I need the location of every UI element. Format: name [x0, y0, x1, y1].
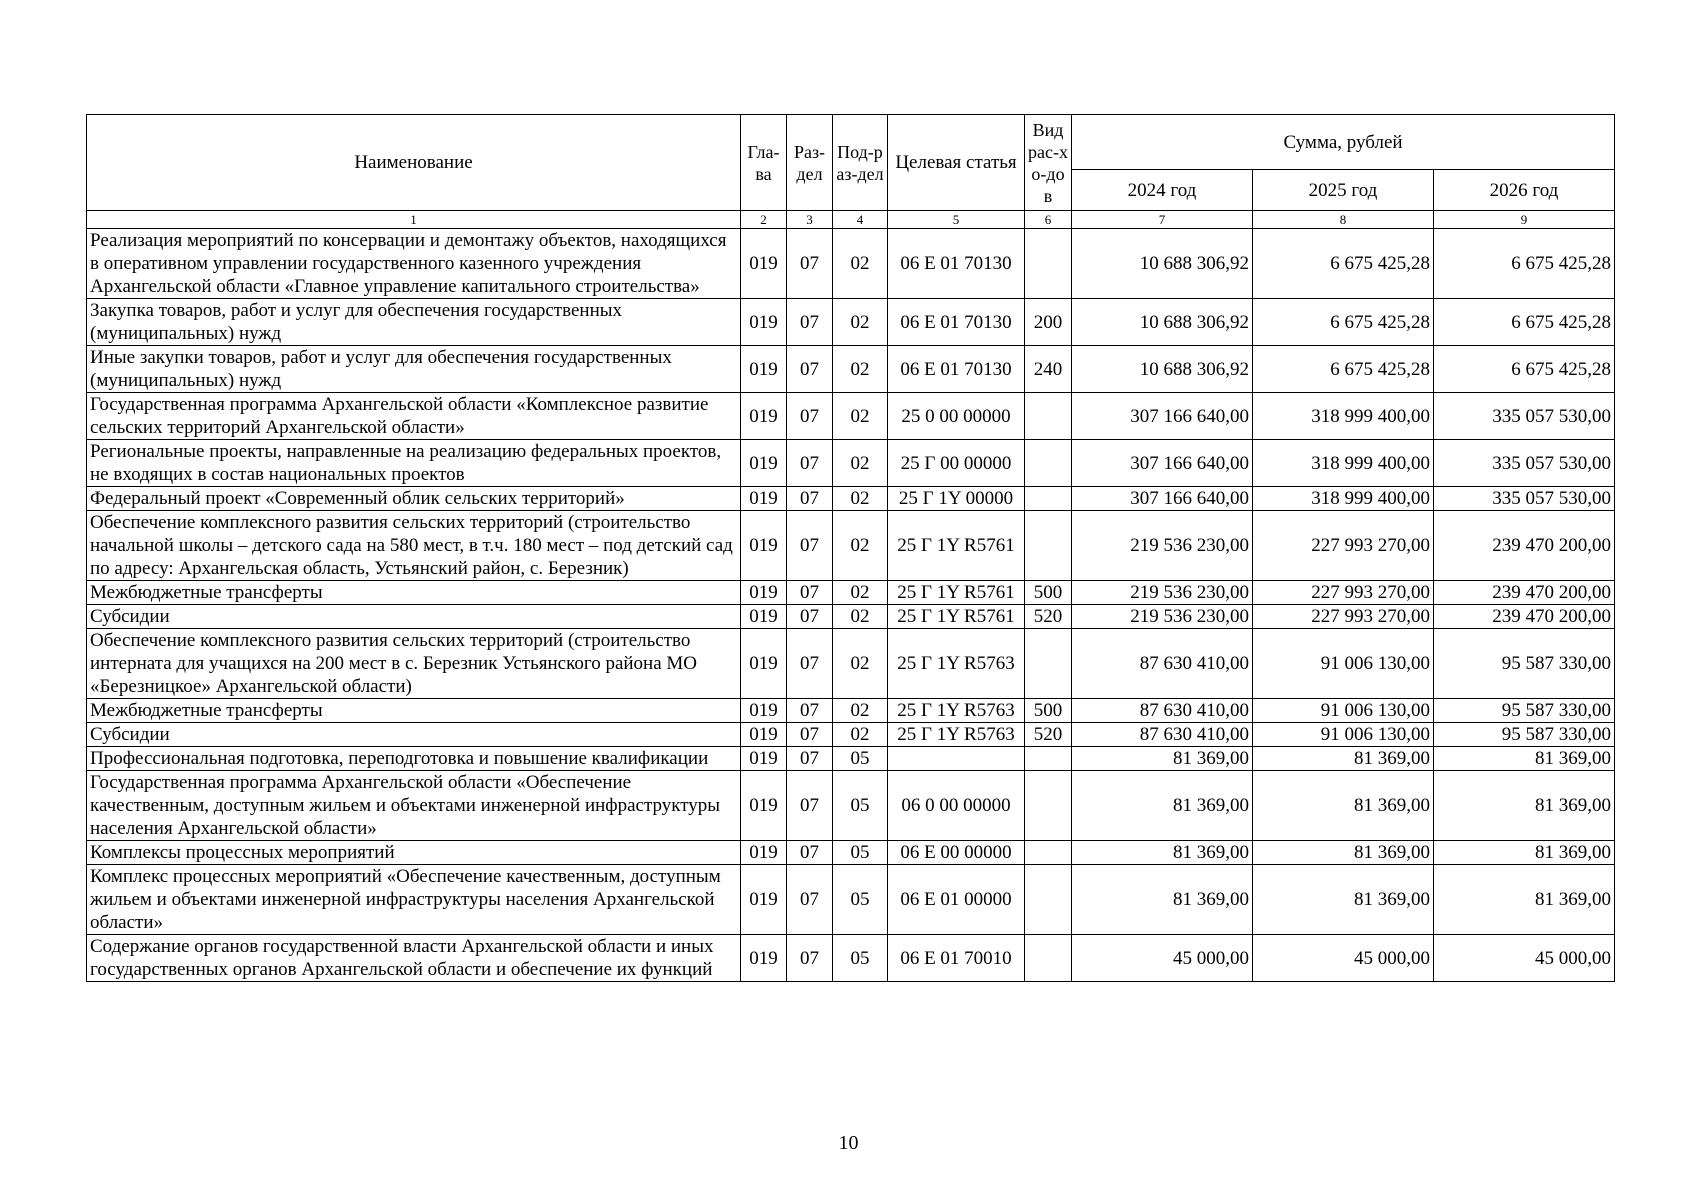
- cell-amount-2025: 81 369,00: [1253, 771, 1434, 841]
- cell-amount-2025: 6 675 425,28: [1253, 229, 1434, 299]
- cell-amount-2026: 6 675 425,28: [1434, 346, 1615, 393]
- header-razdel: Раз-дел: [787, 115, 833, 211]
- cell-amount-2025: 45 000,00: [1253, 935, 1434, 982]
- cell-amount-2024: 10 688 306,92: [1072, 299, 1253, 346]
- cell-amount-2025: 227 993 270,00: [1253, 605, 1434, 629]
- cell-vid-rashodov: 500: [1025, 699, 1072, 723]
- cell-podrazdel: 05: [833, 771, 888, 841]
- cell-podrazdel: 02: [833, 699, 888, 723]
- cell-amount-2026: 239 470 200,00: [1434, 605, 1615, 629]
- cell-amount-2024: 307 166 640,00: [1072, 393, 1253, 440]
- cell-razdel: 07: [787, 299, 833, 346]
- cell-amount-2026: 95 587 330,00: [1434, 723, 1615, 747]
- table-row: [87, 699, 1615, 723]
- cell-razdel: 07: [787, 581, 833, 605]
- cell-celevaya-statya: 25 Г 1Y R5761: [888, 581, 1025, 605]
- cell-amount-2026: 45 000,00: [1434, 935, 1615, 982]
- cell-name: Профессиональная подготовка, переподготовка и повышение квалификации: [87, 747, 741, 771]
- cell-name: Содержание органов государственной власти Архангельской области и иных государственных органов Архангельской области и обеспечение их функций: [87, 935, 741, 982]
- cell-celevaya-statya: 06 Е 01 70010: [888, 935, 1025, 982]
- cell-celevaya-statya: 25 Г 1Y R5763: [888, 723, 1025, 747]
- cell-razdel: 07: [787, 841, 833, 865]
- table-row: [87, 771, 1615, 841]
- cell-vid-rashodov: [1025, 440, 1072, 487]
- cell-amount-2025: 318 999 400,00: [1253, 487, 1434, 511]
- table-row: [87, 935, 1615, 982]
- cell-podrazdel: 05: [833, 935, 888, 982]
- cell-celevaya-statya: 25 Г 1Y R5761: [888, 605, 1025, 629]
- cell-name: Межбюджетные трансферты: [87, 699, 741, 723]
- cell-amount-2026: 81 369,00: [1434, 865, 1615, 935]
- cell-celevaya-statya: 25 0 00 00000: [888, 393, 1025, 440]
- cell-amount-2026: 335 057 530,00: [1434, 440, 1615, 487]
- cell-glava: 019: [741, 440, 787, 487]
- cell-amount-2026: 81 369,00: [1434, 771, 1615, 841]
- cell-razdel: 07: [787, 771, 833, 841]
- cell-vid-rashodov: [1025, 935, 1072, 982]
- cell-podrazdel: 02: [833, 346, 888, 393]
- cell-amount-2024: 81 369,00: [1072, 865, 1253, 935]
- table-row: [87, 487, 1615, 511]
- table-row: [87, 299, 1615, 346]
- table-row: [87, 511, 1615, 581]
- cell-name: Реализация мероприятий по консервации и демонтажу объектов, находящихся в оперативном управлении государственного казенного учреждения Архангельской области «Главное управление капитального строительства»: [87, 229, 741, 299]
- cell-podrazdel: 02: [833, 440, 888, 487]
- cell-name: Иные закупки товаров, работ и услуг для обеспечения государственных (муниципальных) нужд: [87, 346, 741, 393]
- cell-podrazdel: 02: [833, 581, 888, 605]
- cell-razdel: 07: [787, 747, 833, 771]
- cell-amount-2024: 87 630 410,00: [1072, 699, 1253, 723]
- table-row: [87, 346, 1615, 393]
- cell-vid-rashodov: [1025, 865, 1072, 935]
- cell-amount-2025: 318 999 400,00: [1253, 440, 1434, 487]
- cell-amount-2024: 81 369,00: [1072, 747, 1253, 771]
- column-number-cell: 2: [741, 211, 787, 229]
- header-vid: Вид рас-хо-дов: [1025, 115, 1072, 211]
- cell-celevaya-statya: 25 Г 1Y 00000: [888, 487, 1025, 511]
- cell-razdel: 07: [787, 629, 833, 699]
- cell-amount-2025: 227 993 270,00: [1253, 511, 1434, 581]
- cell-razdel: 07: [787, 605, 833, 629]
- cell-name: Обеспечение комплексного развития сельских территорий (строительство начальной школы – детского сада на 580 мест, в т.ч. 180 мест – под детский сад по адресу: Архангельская область, Устьянский район, с. Березник): [87, 511, 741, 581]
- cell-glava: 019: [741, 299, 787, 346]
- column-number-cell: 6: [1025, 211, 1072, 229]
- table-row: [87, 605, 1615, 629]
- cell-amount-2025: 81 369,00: [1253, 865, 1434, 935]
- cell-celevaya-statya: 06 Е 00 00000: [888, 841, 1025, 865]
- cell-name: Государственная программа Архангельской области «Комплексное развитие сельских территорий Архангельской области»: [87, 393, 741, 440]
- cell-podrazdel: 02: [833, 605, 888, 629]
- cell-amount-2024: 219 536 230,00: [1072, 605, 1253, 629]
- cell-amount-2025: 91 006 130,00: [1253, 723, 1434, 747]
- cell-celevaya-statya: 06 Е 01 00000: [888, 865, 1025, 935]
- cell-amount-2026: 6 675 425,28: [1434, 299, 1615, 346]
- cell-podrazdel: 02: [833, 229, 888, 299]
- cell-amount-2025: 81 369,00: [1253, 841, 1434, 865]
- cell-name: Комплексы процессных мероприятий: [87, 841, 741, 865]
- cell-vid-rashodov: [1025, 629, 1072, 699]
- cell-vid-rashodov: [1025, 747, 1072, 771]
- cell-name: Закупка товаров, работ и услуг для обеспечения государственных (муниципальных) нужд: [87, 299, 741, 346]
- cell-amount-2025: 91 006 130,00: [1253, 629, 1434, 699]
- cell-name: Обеспечение комплексного развития сельских территорий (строительство интерната для учащихся на 200 мест в с. Березник Устьянского района МО «Березницкое» Архангельской области): [87, 629, 741, 699]
- column-number-cell: 3: [787, 211, 833, 229]
- cell-glava: 019: [741, 865, 787, 935]
- column-number-cell: 7: [1072, 211, 1253, 229]
- cell-amount-2026: 335 057 530,00: [1434, 393, 1615, 440]
- cell-vid-rashodov: [1025, 229, 1072, 299]
- cell-glava: 019: [741, 771, 787, 841]
- cell-amount-2025: 227 993 270,00: [1253, 581, 1434, 605]
- cell-glava: 019: [741, 393, 787, 440]
- cell-podrazdel: 05: [833, 865, 888, 935]
- cell-amount-2024: 81 369,00: [1072, 841, 1253, 865]
- cell-podrazdel: 02: [833, 723, 888, 747]
- cell-name: Региональные проекты, направленные на реализацию федеральных проектов, не входящих в состав национальных проектов: [87, 440, 741, 487]
- column-number-cell: 4: [833, 211, 888, 229]
- cell-celevaya-statya: 06 0 00 00000: [888, 771, 1025, 841]
- cell-razdel: 07: [787, 723, 833, 747]
- cell-glava: 019: [741, 841, 787, 865]
- column-number-cell: 1: [87, 211, 741, 229]
- cell-name: Федеральный проект «Современный облик сельских территорий»: [87, 487, 741, 511]
- header-glava: Гла-ва: [741, 115, 787, 211]
- table-body: [87, 229, 1615, 982]
- cell-vid-rashodov: [1025, 393, 1072, 440]
- cell-glava: 019: [741, 229, 787, 299]
- cell-vid-rashodov: 200: [1025, 299, 1072, 346]
- cell-amount-2026: 6 675 425,28: [1434, 229, 1615, 299]
- cell-amount-2025: 318 999 400,00: [1253, 393, 1434, 440]
- cell-razdel: 07: [787, 393, 833, 440]
- cell-razdel: 07: [787, 865, 833, 935]
- cell-podrazdel: 02: [833, 393, 888, 440]
- cell-amount-2024: 81 369,00: [1072, 771, 1253, 841]
- cell-amount-2026: 239 470 200,00: [1434, 511, 1615, 581]
- cell-name: Государственная программа Архангельской области «Обеспечение качественным, доступным жильем и объектами инженерной инфраструктуры населения Архангельской области»: [87, 771, 741, 841]
- cell-razdel: 07: [787, 229, 833, 299]
- cell-glava: 019: [741, 511, 787, 581]
- cell-glava: 019: [741, 699, 787, 723]
- table-row: [87, 393, 1615, 440]
- cell-celevaya-statya: 06 Е 01 70130: [888, 299, 1025, 346]
- cell-amount-2024: 10 688 306,92: [1072, 229, 1253, 299]
- cell-podrazdel: 02: [833, 487, 888, 511]
- cell-amount-2024: 219 536 230,00: [1072, 511, 1253, 581]
- cell-vid-rashodov: 500: [1025, 581, 1072, 605]
- cell-celevaya-statya: 25 Г 1Y R5763: [888, 699, 1025, 723]
- cell-amount-2024: 45 000,00: [1072, 935, 1253, 982]
- cell-amount-2024: 307 166 640,00: [1072, 487, 1253, 511]
- cell-podrazdel: 02: [833, 629, 888, 699]
- page-number: 10: [838, 1132, 859, 1154]
- cell-razdel: 07: [787, 346, 833, 393]
- cell-amount-2024: 10 688 306,92: [1072, 346, 1253, 393]
- table-row: [87, 229, 1615, 299]
- cell-celevaya-statya: 25 Г 1Y R5763: [888, 629, 1025, 699]
- table-row: [87, 581, 1615, 605]
- cell-vid-rashodov: 240: [1025, 346, 1072, 393]
- cell-glava: 019: [741, 487, 787, 511]
- cell-vid-rashodov: [1025, 841, 1072, 865]
- table-row: [87, 629, 1615, 699]
- cell-amount-2026: 239 470 200,00: [1434, 581, 1615, 605]
- header-year-2026: 2026 год: [1434, 170, 1615, 211]
- table-row: [87, 747, 1615, 771]
- cell-amount-2025: 81 369,00: [1253, 747, 1434, 771]
- cell-glava: 019: [741, 935, 787, 982]
- cell-celevaya-statya: [888, 747, 1025, 771]
- cell-amount-2024: 219 536 230,00: [1072, 581, 1253, 605]
- cell-razdel: 07: [787, 935, 833, 982]
- column-number-cell: 8: [1253, 211, 1434, 229]
- cell-podrazdel: 02: [833, 511, 888, 581]
- cell-amount-2024: 87 630 410,00: [1072, 629, 1253, 699]
- cell-razdel: 07: [787, 699, 833, 723]
- cell-glava: 019: [741, 629, 787, 699]
- cell-razdel: 07: [787, 440, 833, 487]
- cell-celevaya-statya: 06 Е 01 70130: [888, 346, 1025, 393]
- cell-podrazdel: 02: [833, 299, 888, 346]
- cell-podrazdel: 05: [833, 747, 888, 771]
- table-row: [87, 865, 1615, 935]
- cell-name: Субсидии: [87, 723, 741, 747]
- header-year-2025: 2025 год: [1253, 170, 1434, 211]
- cell-amount-2026: 95 587 330,00: [1434, 699, 1615, 723]
- cell-amount-2026: 81 369,00: [1434, 841, 1615, 865]
- column-number-row: [87, 211, 1615, 229]
- cell-amount-2025: 6 675 425,28: [1253, 346, 1434, 393]
- cell-amount-2024: 87 630 410,00: [1072, 723, 1253, 747]
- cell-name: Межбюджетные трансферты: [87, 581, 741, 605]
- cell-amount-2024: 307 166 640,00: [1072, 440, 1253, 487]
- cell-vid-rashodov: [1025, 511, 1072, 581]
- cell-amount-2025: 91 006 130,00: [1253, 699, 1434, 723]
- cell-celevaya-statya: 06 Е 01 70130: [888, 229, 1025, 299]
- cell-name: Субсидии: [87, 605, 741, 629]
- header-year-2024: 2024 год: [1072, 170, 1253, 211]
- cell-vid-rashodov: 520: [1025, 605, 1072, 629]
- header-celevaya: Целевая статья: [888, 115, 1025, 211]
- cell-razdel: 07: [787, 487, 833, 511]
- cell-razdel: 07: [787, 511, 833, 581]
- column-number-cell: 5: [888, 211, 1025, 229]
- budget-table-container: [86, 114, 1614, 982]
- cell-amount-2026: 81 369,00: [1434, 747, 1615, 771]
- cell-glava: 019: [741, 346, 787, 393]
- header-podrazdel: Под-раз-дел: [833, 115, 888, 211]
- column-number-cell: 9: [1434, 211, 1615, 229]
- cell-amount-2025: 6 675 425,28: [1253, 299, 1434, 346]
- cell-celevaya-statya: 25 Г 1Y R5761: [888, 511, 1025, 581]
- cell-name: Комплекс процессных мероприятий «Обеспечение качественным, доступным жильем и объектами инженерной инфраструктуры населения Архангельской области»: [87, 865, 741, 935]
- cell-glava: 019: [741, 581, 787, 605]
- table-row: [87, 440, 1615, 487]
- header-summa: Сумма, рублей: [1072, 115, 1615, 170]
- cell-amount-2026: 95 587 330,00: [1434, 629, 1615, 699]
- cell-glava: 019: [741, 723, 787, 747]
- cell-vid-rashodov: [1025, 771, 1072, 841]
- cell-glava: 019: [741, 747, 787, 771]
- cell-vid-rashodov: 520: [1025, 723, 1072, 747]
- header-name: Наименование: [87, 115, 741, 211]
- cell-celevaya-statya: 25 Г 00 00000: [888, 440, 1025, 487]
- cell-vid-rashodov: [1025, 487, 1072, 511]
- table-row: [87, 841, 1615, 865]
- cell-podrazdel: 05: [833, 841, 888, 865]
- table-row: [87, 723, 1615, 747]
- cell-glava: 019: [741, 605, 787, 629]
- budget-table: [86, 114, 1615, 982]
- cell-amount-2026: 335 057 530,00: [1434, 487, 1615, 511]
